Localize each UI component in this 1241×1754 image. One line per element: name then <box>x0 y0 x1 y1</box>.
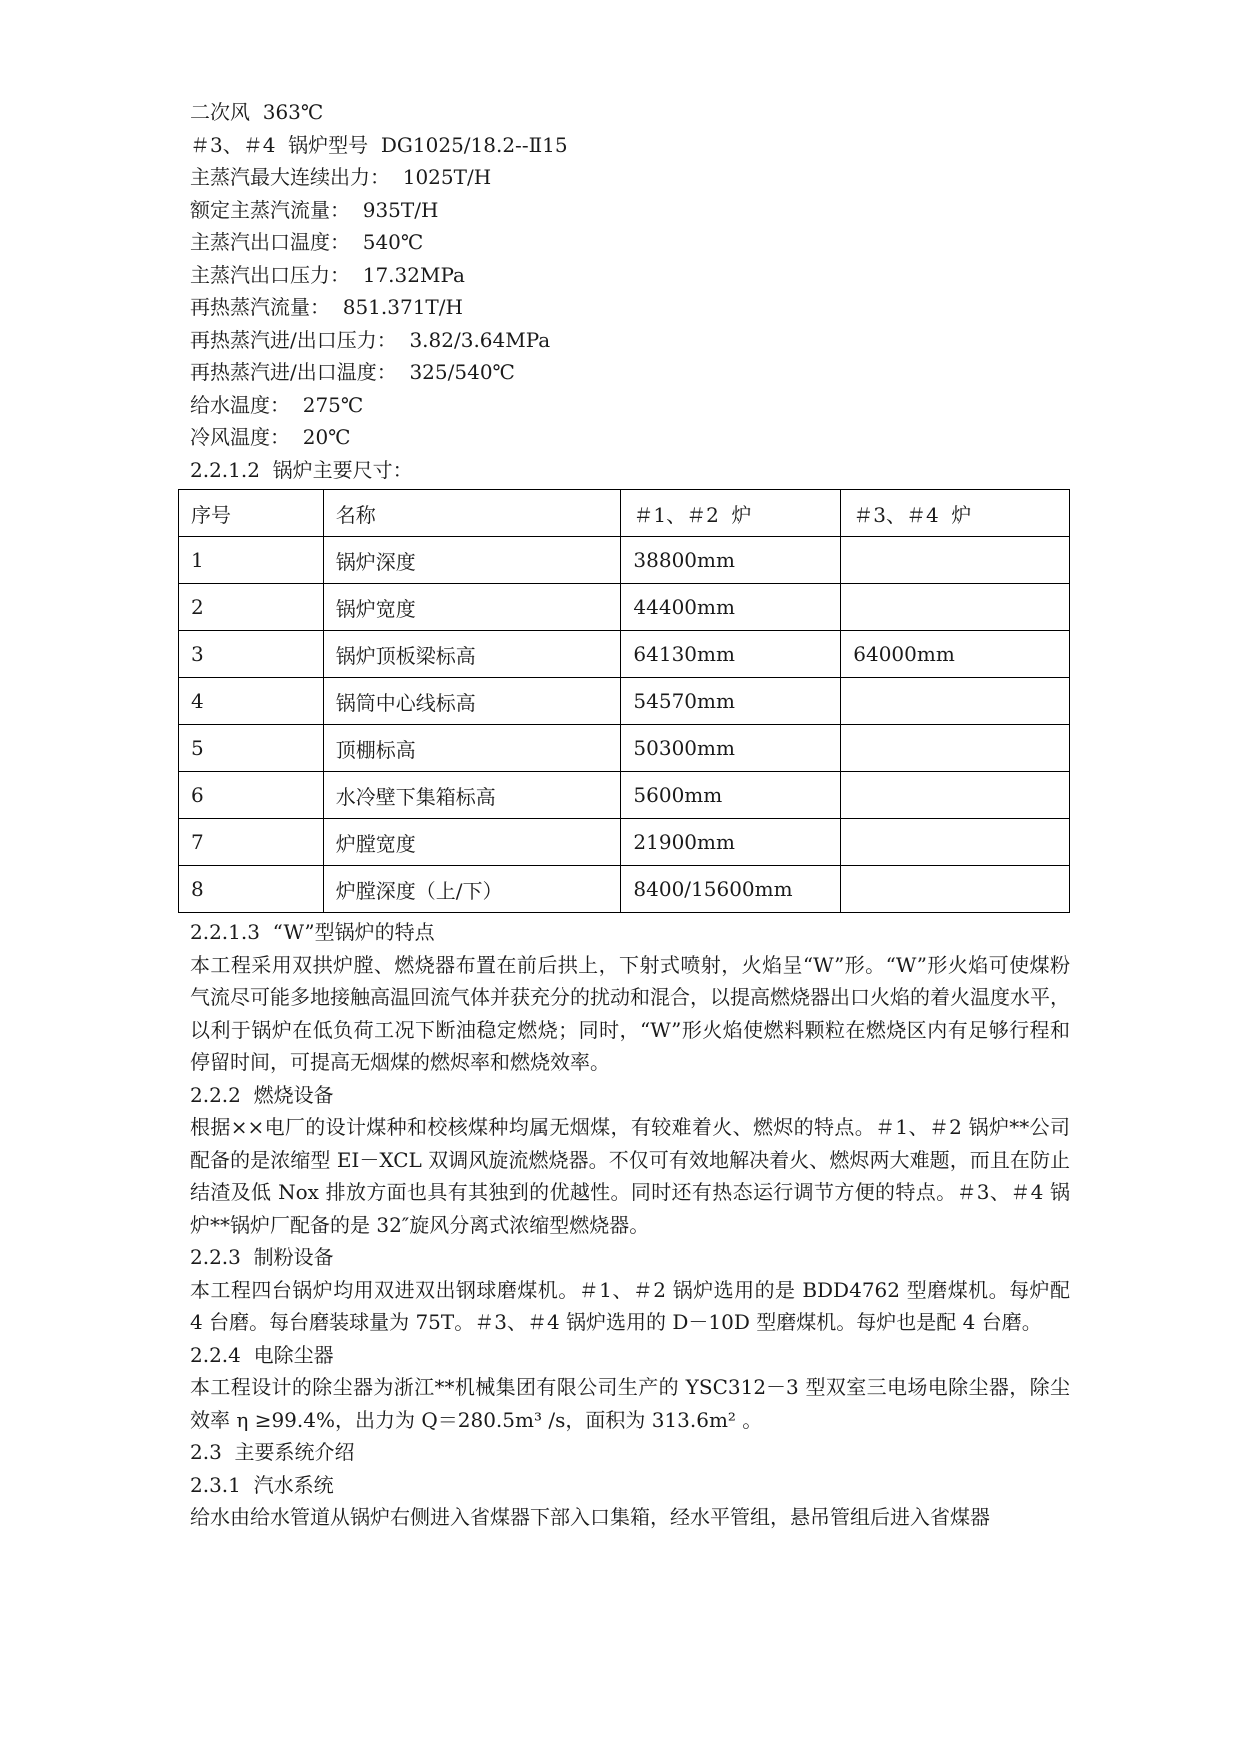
table-cell: 顶棚标高 <box>323 725 621 772</box>
table-cell <box>841 819 1070 866</box>
table-row <box>179 772 1070 819</box>
table-cell: 1 <box>179 537 324 584</box>
spec-line: ＃3、＃4 锅炉型号 DG1025/18.2--Ⅱ15 <box>190 132 568 157</box>
table-cell: 50300mm <box>621 725 841 772</box>
table-cell <box>841 866 1070 913</box>
section-heading-224: 2.2.4 电除尘器 <box>190 1342 334 1367</box>
table-cell: 8 <box>179 866 324 913</box>
spec-line: 额定主蒸汽流量： 935T/H <box>190 197 439 222</box>
table-cell: 炉膛深度（上/下） <box>323 866 621 913</box>
table-cell: 7 <box>179 819 324 866</box>
document-page <box>190 96 1070 1534</box>
spec-line: 再热蒸汽流量： 851.371T/H <box>190 295 463 319</box>
table-cell: 64130mm <box>621 631 841 678</box>
boiler-dimensions-table <box>178 489 1070 913</box>
table-cell: 6 <box>179 772 324 819</box>
paragraph-w-boiler: 本工程采用双拱炉膛、燃烧器布置在前后拱上，下射式喷射，火焰呈“W”形。“W”形火焰可使煤粉气流尽可能多地接触高温回流气体并获充分的扰动和混合，以提高燃烧器出口火焰的着火温度水平，以利于锅炉在低负荷工况下断油稳定燃烧；同时，“W”形火焰使燃料颗粒在燃烧区内有足够行程和停留时间，可提高无烟煤的燃烬率和燃烧效率。 <box>190 952 1070 1074</box>
section-heading-23: 2.3 主要系统介绍 <box>190 1440 355 1464</box>
table-cell <box>841 772 1070 819</box>
table-cell <box>841 584 1070 631</box>
table-cell: 锅炉顶板梁标高 <box>323 631 621 678</box>
table-cell: 5 <box>179 725 324 772</box>
table-row <box>179 584 1070 631</box>
header-cell: 序号 <box>179 490 324 537</box>
spec-line: 主蒸汽最大连续出力： 1025T/H <box>190 165 492 189</box>
table-row <box>179 631 1070 678</box>
section-heading-2213: 2.2.1.3 “W”型锅炉的特点 <box>190 920 435 944</box>
table-row <box>179 725 1070 772</box>
table-cell <box>841 678 1070 725</box>
table-cell: 21900mm <box>621 819 841 866</box>
table-cell <box>841 537 1070 584</box>
header-cell: ＃1、＃2 炉 <box>621 490 841 537</box>
table-cell: 炉膛宽度 <box>323 819 621 866</box>
table-cell <box>841 725 1070 772</box>
section-heading-2212: 2.2.1.2 锅炉主要尺寸： <box>190 457 413 482</box>
spec-line: 再热蒸汽进/出口温度： 325/540℃ <box>190 360 515 384</box>
table-cell: 2 <box>179 584 324 631</box>
spec-line: 二次风 363℃ <box>190 100 324 124</box>
table-cell: 44400mm <box>621 584 841 631</box>
header-cell: 名称 <box>323 490 621 537</box>
spec-line: 再热蒸汽进/出口压力： 3.82/3.64MPa <box>190 327 551 352</box>
table-cell: 水冷壁下集箱标高 <box>323 772 621 819</box>
table-cell: 5600mm <box>621 772 841 819</box>
section-heading-222: 2.2.2 燃烧设备 <box>190 1082 334 1107</box>
spec-line: 主蒸汽出口温度： 540℃ <box>190 230 424 254</box>
table-row <box>179 866 1070 913</box>
table-cell: 4 <box>179 678 324 725</box>
header-cell: ＃3、＃4 炉 <box>841 490 1070 537</box>
table-cell: 38800mm <box>621 537 841 584</box>
table-row <box>179 678 1070 725</box>
spec-line: 主蒸汽出口压力： 17.32MPa <box>190 262 465 287</box>
table-row <box>179 819 1070 866</box>
table-cell: 锅炉深度 <box>323 537 621 584</box>
spec-line: 给水温度： 275℃ <box>190 392 364 417</box>
section-heading-223: 2.2.3 制粉设备 <box>190 1245 334 1269</box>
section-heading-231: 2.3.1 汽水系统 <box>190 1472 334 1497</box>
table-row <box>179 537 1070 584</box>
table-cell: 8400/15600mm <box>621 866 841 913</box>
paragraph-precipitator: 本工程设计的除尘器为浙江**机械集团有限公司生产的 YSC312－3 型双室三电场电除尘器，除尘效率 η ≥99.4%，出力为 Q＝280.5m³ /s，面积为 313.6m² 。 <box>190 1375 1070 1432</box>
table-cell: 锅炉宽度 <box>323 584 621 631</box>
table-cell: 3 <box>179 631 324 678</box>
table-cell: 54570mm <box>621 678 841 725</box>
table-cell: 64000mm <box>841 631 1070 678</box>
spec-line: 冷风温度： 20℃ <box>190 425 351 449</box>
table-cell: 锅筒中心线标高 <box>323 678 621 725</box>
spec-list <box>190 96 1070 454</box>
paragraph-combustion: 根据××电厂的设计煤种和校核煤种均属无烟煤，有较难着火、燃烬的特点。＃1、＃2 锅炉**公司配备的是浓缩型 EI－XCL 双调风旋流燃烧器。不仅可有效地解决着火、燃烬两大难题，而且在防止结渣及低 Nox 排放方面也具有其独到的优越性。同时还有热态运行调节方便的特点。＃3、＃4 锅炉**锅炉厂配备的是 32″旋风分离式浓缩型燃烧器。 <box>190 1115 1070 1237</box>
table-header-row <box>179 490 1070 537</box>
paragraph-pulverizing: 本工程四台锅炉均用双进双出钢球磨煤机。＃1、＃2 锅炉选用的是 BDD4762 型磨煤机。每炉配 4 台磨。每台磨装球量为 75T。＃3、＃4 锅炉选用的 D－10D 型磨煤机。每炉也是配 4 台磨。 <box>190 1277 1070 1334</box>
paragraph-steam-water: 给水由给水管道从锅炉右侧进入省煤器下部入口集箱，经水平管组，悬吊管组后进入省煤器 <box>190 1505 990 1529</box>
